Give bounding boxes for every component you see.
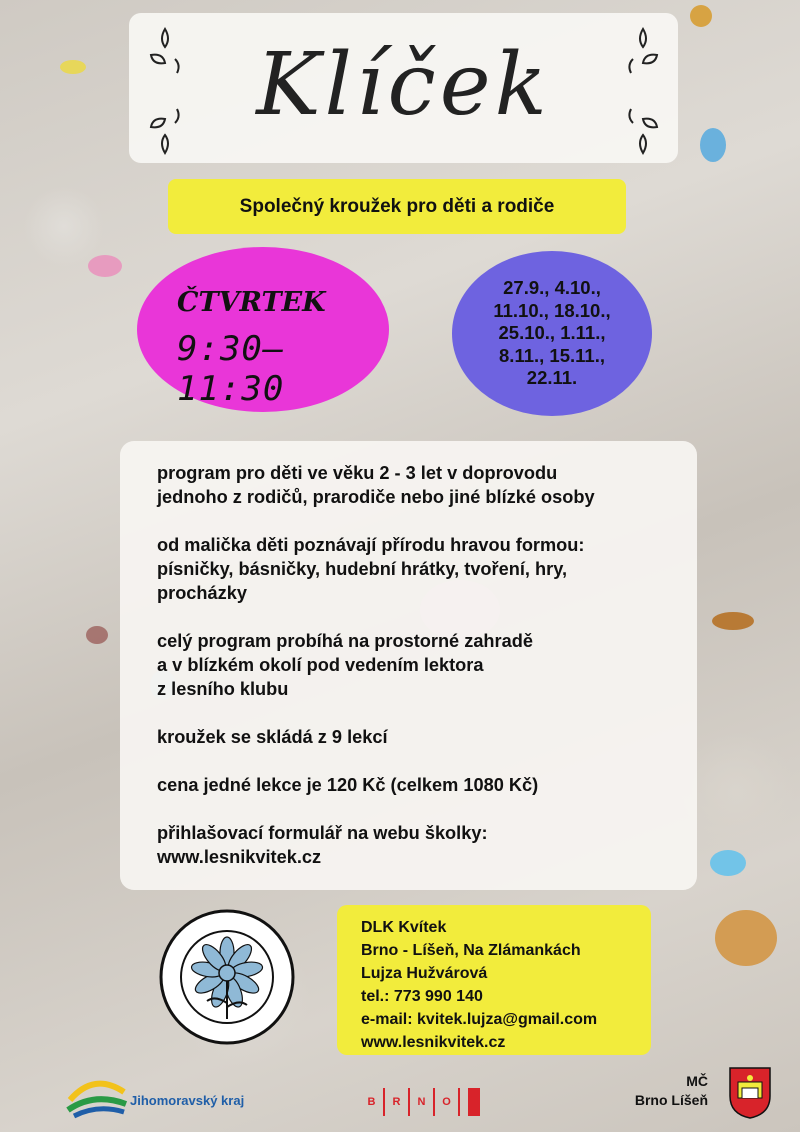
mc-label-line: Brno Líšeň bbox=[634, 1092, 708, 1108]
info-line: celý program probíhá na prostorné zahradě bbox=[157, 631, 533, 651]
date-line: 22.11. bbox=[526, 367, 578, 389]
mc-label bbox=[612, 1072, 708, 1110]
contact-card bbox=[337, 905, 651, 1055]
info-paragraph-age bbox=[157, 461, 692, 509]
bg-speck bbox=[690, 5, 712, 27]
title-card bbox=[129, 13, 678, 163]
bg-speck bbox=[86, 626, 108, 644]
info-paragraph-price: cena jedné lekce je 120 Kč (celkem 1080 Kč) bbox=[157, 775, 539, 795]
contact-email[interactable]: e-mail: kvitek.lujza@gmail.com bbox=[361, 1011, 598, 1028]
brno-letter: O bbox=[435, 1088, 460, 1116]
forest-club-logo bbox=[157, 907, 297, 1047]
info-line: písničky, básničky, hudební hrátky, tvoření, hry, bbox=[157, 559, 568, 579]
bg-speck bbox=[710, 850, 746, 876]
schedule-dates-badge bbox=[452, 251, 652, 416]
info-line: přihlašovací formulář na webu školky: bbox=[157, 823, 488, 843]
schedule-day-badge bbox=[137, 247, 389, 412]
bg-speck bbox=[60, 60, 86, 74]
brno-letter: N bbox=[410, 1088, 435, 1116]
schedule-time: 9:30–11:30 bbox=[177, 329, 285, 409]
info-paragraph-activities bbox=[157, 533, 692, 605]
jmk-label: Jihomoravský kraj bbox=[130, 1093, 245, 1108]
info-line: od malička děti poznávají přírodu hravou formou: bbox=[157, 535, 585, 555]
info-card bbox=[120, 441, 697, 890]
bg-speck bbox=[715, 910, 777, 966]
bg-speck bbox=[700, 128, 726, 162]
date-line: 11.10., 18.10., bbox=[493, 299, 611, 321]
date-line: 8.11., 15.11., bbox=[499, 344, 605, 366]
brno-logo bbox=[360, 1088, 480, 1116]
contact-address: Brno - Líšeň, Na Zlámankách bbox=[361, 942, 581, 959]
info-line: jednoho z rodičů, prarodiče nebo jiné blízké osoby bbox=[157, 487, 595, 507]
info-paragraph-location bbox=[157, 629, 692, 701]
info-line: z lesního klubu bbox=[157, 679, 289, 699]
contact-org: DLK Kvítek bbox=[361, 919, 447, 936]
contact-text bbox=[361, 916, 597, 1054]
brno-letter: R bbox=[385, 1088, 410, 1116]
bg-speck bbox=[712, 612, 754, 630]
info-line: program pro děti ve věku 2 - 3 let v doprovodu bbox=[157, 463, 558, 483]
schedule-day: ČTVRTEK bbox=[177, 287, 326, 318]
info-line: a v blízkém okolí pod vedením lektora bbox=[157, 655, 484, 675]
contact-phone[interactable]: tel.: 773 990 140 bbox=[361, 988, 483, 1005]
brno-letter: B bbox=[360, 1088, 385, 1116]
coat-of-arms-icon bbox=[728, 1066, 772, 1120]
date-line: 27.9., 4.10., bbox=[503, 277, 601, 299]
subtitle-banner: Společný kroužek pro děti a rodiče bbox=[168, 179, 626, 234]
date-line: 25.10., 1.11., bbox=[498, 322, 606, 344]
info-text bbox=[157, 461, 692, 893]
signup-link[interactable]: www.lesnikvitek.cz bbox=[157, 847, 322, 867]
contact-person: Lujza Hužvárová bbox=[361, 965, 488, 982]
info-line: procházky bbox=[157, 583, 247, 603]
page-title: Klíček bbox=[256, 35, 551, 135]
mc-label-line: MČ bbox=[686, 1073, 708, 1089]
contact-web[interactable]: www.lesnikvitek.cz bbox=[361, 1034, 506, 1051]
info-paragraph-signup bbox=[157, 821, 692, 869]
brno-block-icon bbox=[468, 1088, 480, 1116]
info-paragraph-lessons: kroužek se skládá z 9 lekcí bbox=[157, 727, 388, 747]
bg-speck bbox=[88, 255, 122, 277]
